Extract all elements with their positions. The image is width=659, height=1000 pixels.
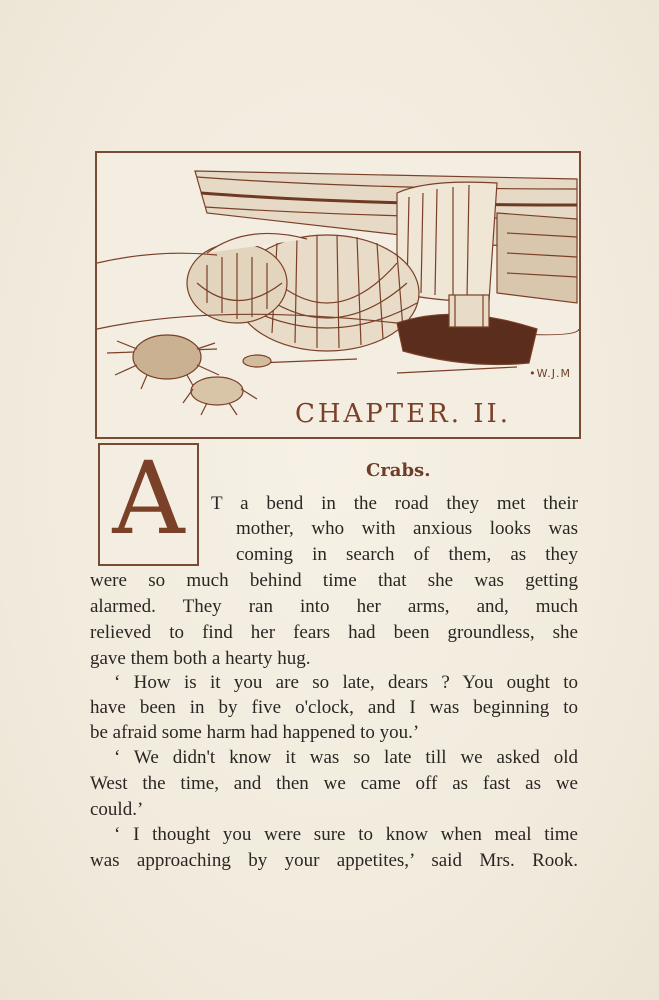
text-line: gave them both a hearty hug. [90, 648, 311, 669]
artist-signature: •W.J.M [529, 367, 571, 380]
chapter-subtitle: Crabs. [366, 460, 431, 481]
text-line: ‘ How is it you are so late, dears ? You ought to [114, 672, 578, 693]
text-line: ‘ We didn't know it was so late till we asked old [114, 747, 578, 768]
text-line: were so much behind time that she was getting [90, 570, 578, 591]
chapter-heading: CHAPTER. II. [294, 399, 512, 429]
text-line: be afraid some harm had happened to you.’ [90, 722, 420, 743]
text-line: was approaching by your appetites,’ said Mrs. Rook. [90, 850, 578, 871]
fishing-scene-drawing [97, 153, 579, 437]
text-line: have been in by five o'clock, and I was beginning to [90, 697, 578, 718]
text-line: coming in search of them, as they [236, 544, 578, 565]
text-line: relieved to find her fears had been groundless, she [90, 622, 578, 643]
text-line: T a bend in the road they met their [211, 493, 578, 514]
drop-cap [98, 440, 199, 566]
drop-cap-letter: A [112, 440, 185, 557]
chapter-illustration [95, 151, 581, 439]
text-line: ‘ I thought you were sure to know when meal time [114, 824, 578, 845]
text-line: mother, who with anxious looks was [236, 518, 578, 539]
text-line: alarmed. They ran into her arms, and, much [90, 596, 578, 617]
text-line: West the time, and then we came off as fast as we [90, 773, 578, 794]
text-line: could.’ [90, 799, 144, 820]
